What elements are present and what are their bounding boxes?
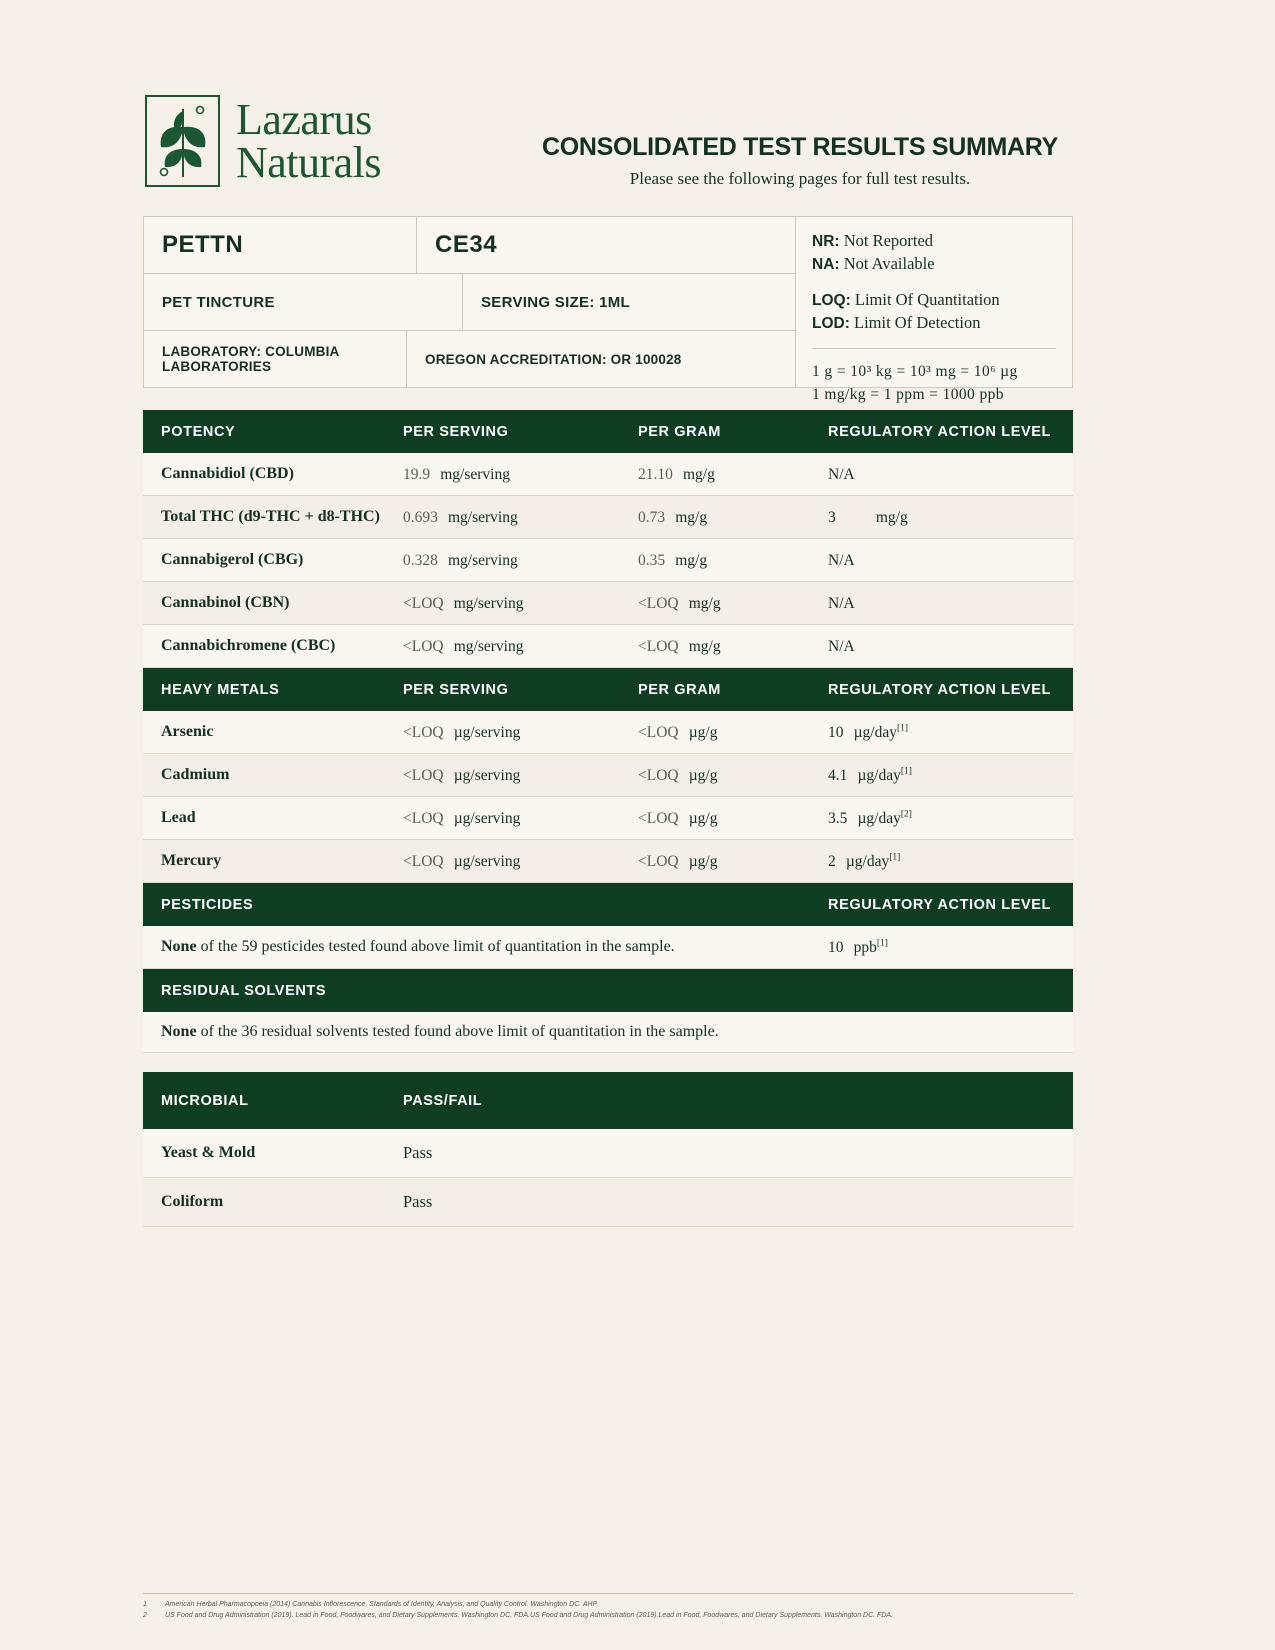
per-gram-cell: 0.73 mg/g (638, 496, 828, 539)
table-row (143, 754, 1073, 797)
microbial-result: Pass (403, 1129, 1073, 1178)
microbial-header-analyte: MICROBIAL (143, 1072, 403, 1129)
per-serving-cell: 0.693 mg/serving (403, 496, 638, 539)
reg-level-cell: N/A (828, 625, 1073, 668)
laboratory-name: LABORATORY: COLUMBIA LABORATORIES (162, 344, 339, 374)
table-row (143, 711, 1073, 754)
table-row (143, 797, 1073, 840)
serving-size: SERVING SIZE: 1ML (462, 274, 795, 330)
info-row-product (144, 273, 795, 330)
analyte-name: Cadmium (143, 754, 403, 797)
reg-level-cell: 2 µg/day[1] (828, 840, 1073, 883)
footnotes (143, 1593, 1073, 1622)
reg-level-cell: N/A (828, 582, 1073, 625)
page-subtitle: Please see the following pages for full test results. (629, 169, 971, 188)
legend-nr-key: NR: (812, 233, 840, 250)
sample-info-panel (143, 216, 1073, 403)
reg-level-cell: 3 mg/g (828, 496, 1073, 539)
per-gram-cell: 21.10 mg/g (638, 453, 828, 496)
solvents-statement-bold: None (161, 1023, 197, 1040)
table-row (143, 539, 1073, 582)
legend-loq (812, 289, 1056, 312)
per-serving-cell: <LOQ mg/serving (403, 582, 638, 625)
legend-nr-value: Not Reported (843, 231, 934, 250)
potency-header-gram: PER GRAM (638, 410, 828, 453)
analyte-name: Mercury (143, 840, 403, 883)
footnote-item (143, 1600, 1073, 1611)
solvents-statement-rest: of the 36 residual solvents tested found above limit of quantitation in the sample. (196, 1023, 719, 1040)
legend-lod-value: Limit Of Detection (854, 312, 981, 332)
footnote-number: 1 (143, 1601, 147, 1609)
potency-header-serving: PER SERVING (403, 410, 638, 453)
heavy-metals-header-row (143, 668, 1073, 712)
document-header (145, 95, 1075, 205)
hm-header-analyte: HEAVY METALS (143, 668, 403, 712)
analyte-name: Total THC (d9-THC + d8-THC) (143, 496, 403, 539)
pesticides-statement-bold: None (161, 938, 197, 955)
reg-level-cell: N/A (828, 539, 1073, 582)
footnote-number: 2 (143, 1612, 147, 1620)
residual-solvents-statement-row (143, 1012, 1073, 1053)
per-serving-cell: <LOQ µg/serving (403, 711, 638, 754)
per-gram-cell: 0.35 mg/g (638, 539, 828, 582)
table-row (143, 496, 1073, 539)
per-gram-cell: <LOQ µg/g (638, 840, 828, 883)
pesticides-statement (143, 926, 828, 969)
brand-wordmark (236, 94, 382, 187)
analyte-name: Arsenic (143, 711, 403, 754)
brand-logo (145, 95, 515, 187)
per-serving-cell: 0.328 mg/serving (403, 539, 638, 582)
analyte-name: Cannabigerol (CBG) (143, 539, 403, 582)
legend-panel (796, 216, 1073, 403)
pesticides-reg-cell: 10 ppb[1] (828, 926, 1073, 969)
analyte-name: Cannabinol (CBN) (143, 582, 403, 625)
footnote-item (143, 1611, 1073, 1622)
pesticides-header-row (143, 883, 1073, 927)
info-row-lab (144, 330, 795, 387)
analyte-name: Yeast & Mold (143, 1129, 403, 1178)
microbial-table (143, 1072, 1073, 1227)
hm-header-serving: PER SERVING (403, 668, 638, 712)
legend-na-value: Not Available (843, 253, 935, 273)
legend-nr (812, 230, 1056, 253)
footnote-text: US Food and Drug Administration (2019). Lead in Food, Foodwares, and Dietary Supplements. Washington DC. FDA.US Food and Drug Administration (2019).Lead in Food, Foodwares, and Dietary Supplements. Washington DC. FDA. (165, 1612, 893, 1620)
microbial-header-row (143, 1072, 1073, 1129)
per-gram-cell: <LOQ µg/g (638, 754, 828, 797)
table-row (143, 840, 1073, 883)
per-serving-cell: <LOQ µg/serving (403, 797, 638, 840)
per-serving-cell: 19.9 mg/serving (403, 453, 638, 496)
product-type: PET TINCTURE (162, 293, 275, 311)
sample-info-table (143, 216, 796, 388)
pesticides-statement-rest: of the 59 pesticides tested found above limit of quantitation in the sample. (196, 938, 675, 955)
potency-header-row (143, 410, 1073, 453)
hm-header-reg: REGULATORY ACTION LEVEL (828, 668, 1073, 712)
reg-level-cell: 10 µg/day[1] (828, 711, 1073, 754)
info-row-codes (144, 217, 795, 273)
batch-code: CE34 (416, 217, 795, 273)
footnote-text: American Herbal Pharmacopoeia (2014) Cannabis Inflorescence. Standards of Identity, Analysis, and Quality Control. Washington DC. AHP. (165, 1601, 599, 1609)
pesticides-header: PESTICIDES (143, 883, 828, 927)
per-serving-cell: <LOQ µg/serving (403, 754, 638, 797)
legend-lod-key: LOD: (812, 314, 850, 332)
analyte-name: Coliform (143, 1178, 403, 1227)
table-row (143, 582, 1073, 625)
microbial-header-result: PASS/FAIL (403, 1072, 1073, 1129)
pesticides-header-reg: REGULATORY ACTION LEVEL (828, 883, 1073, 927)
table-row (143, 625, 1073, 668)
table-row (143, 1129, 1073, 1178)
results-table (143, 410, 1073, 1053)
accreditation: OREGON ACCREDITATION: OR 100028 (406, 331, 795, 387)
microbial-result: Pass (403, 1178, 1073, 1227)
legend-loq-key: LOQ: (812, 291, 851, 309)
brand-line-2: Naturals (236, 138, 382, 187)
per-gram-cell: <LOQ mg/g (638, 625, 828, 668)
reg-level-cell: N/A (828, 453, 1073, 496)
legend-na-key: NA: (812, 255, 840, 273)
potency-header-reg: REGULATORY ACTION LEVEL (828, 410, 1073, 453)
reg-level-cell: 3.5 µg/day[2] (828, 797, 1073, 840)
per-serving-cell: <LOQ µg/serving (403, 840, 638, 883)
residual-solvents-header-row (143, 969, 1073, 1013)
per-serving-cell: <LOQ mg/serving (403, 625, 638, 668)
page-title: CONSOLIDATED TEST RESULTS SUMMARY (541, 133, 1059, 161)
reg-level-cell: 4.1 µg/day[1] (828, 754, 1073, 797)
leaf-logo-graphic (147, 97, 218, 185)
per-gram-cell: <LOQ µg/g (638, 711, 828, 754)
legend-na (812, 253, 1056, 276)
conversion-line-2: 1 mg/kg = 1 ppm = 1000 ppb (812, 385, 1004, 403)
legend-loq-value: Limit Of Quantitation (854, 289, 1000, 309)
hm-header-gram: PER GRAM (638, 668, 828, 712)
legend-lod (812, 312, 1056, 335)
analyte-name: Cannabichromene (CBC) (143, 625, 403, 668)
per-gram-cell: <LOQ µg/g (638, 797, 828, 840)
conversion-line-1: 1 g = 10³ kg = 10³ mg = 10⁶ µg (812, 362, 1018, 380)
analyte-name: Lead (143, 797, 403, 840)
product-code: PETTN (162, 231, 244, 258)
per-gram-cell: <LOQ mg/g (638, 582, 828, 625)
table-row (143, 453, 1073, 496)
analyte-name: Cannabidiol (CBD) (143, 453, 403, 496)
residual-solvents-header: RESIDUAL SOLVENTS (143, 969, 1073, 1013)
residual-solvents-statement (143, 1012, 1073, 1053)
pesticides-statement-row (143, 926, 1073, 969)
potency-header-analyte: POTENCY (143, 410, 403, 453)
leaf-logo-icon (145, 95, 220, 187)
table-row (143, 1178, 1073, 1227)
title-block (525, 95, 1075, 189)
brand-line-1: Lazarus (236, 94, 372, 144)
